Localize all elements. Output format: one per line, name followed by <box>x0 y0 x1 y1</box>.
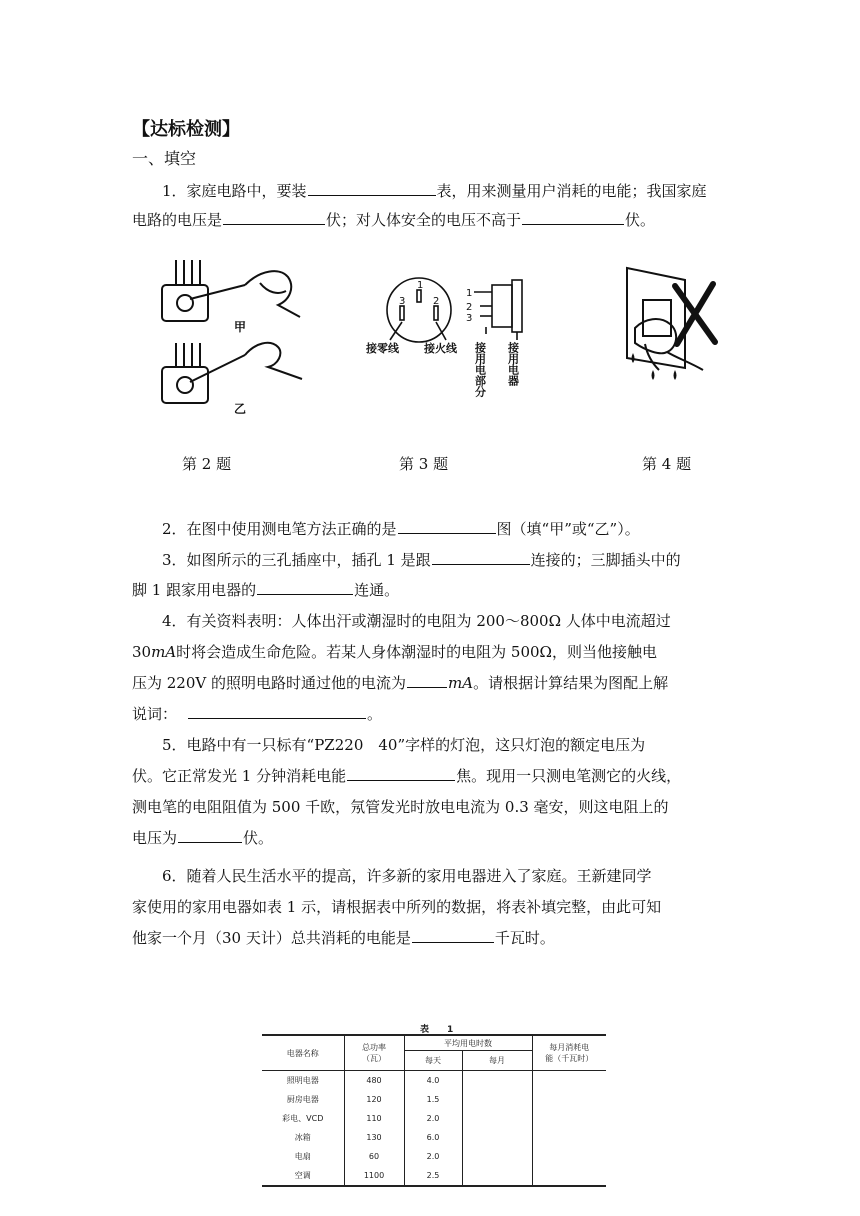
answer-blank[interactable] <box>412 927 494 943</box>
table-row: 厨房电器 120 1.5 <box>262 1090 606 1109</box>
cell-monthly-input[interactable] <box>462 1147 532 1166</box>
answer-blank[interactable] <box>257 579 353 595</box>
question-4-line-2: 30mA时将会造成生命危险。若某人身体潮湿时的电阻为 500Ω，则当他接触电 <box>132 643 657 661</box>
hole-2-number: 2 <box>433 296 440 307</box>
answer-blank[interactable] <box>407 672 447 688</box>
cell-monthly-input[interactable] <box>462 1166 532 1186</box>
answer-blank[interactable] <box>432 549 530 565</box>
table-row: 照明电器 480 4.0 <box>262 1071 606 1091</box>
label-yi: 乙 <box>234 402 247 416</box>
question-1-line-2: 电路的电压是 伏；对人体安全的电压不高于 伏。 <box>132 211 656 229</box>
question-4-line-4: 说词： 。 <box>132 705 383 723</box>
header-avg-hours: 平均用电时数 <box>404 1035 532 1051</box>
figure-3-caption: 第 3 题 <box>399 455 449 473</box>
cell-monthly-input[interactable] <box>462 1071 532 1091</box>
question-6-line-1: 6．随着人民生活水平的提高，许多新的家用电器进入了家庭。王新建同学 <box>162 867 652 885</box>
cell-energy-input[interactable] <box>532 1166 606 1186</box>
table-1 <box>262 1034 606 1187</box>
cell-energy-input[interactable] <box>532 1109 606 1128</box>
table-row: 电扇 60 2.0 <box>262 1147 606 1166</box>
question-4-line-1: 4．有关资料表明：人体出汗或潮湿时的电阻为 200～800Ω 人体中电流超过 <box>162 612 671 630</box>
hole-3-number: 3 <box>399 296 406 307</box>
answer-blank[interactable] <box>178 827 242 843</box>
figure-3-socket-plug <box>362 270 542 400</box>
label-neutral: 接零线 <box>366 342 399 355</box>
cross-mark-icon <box>675 284 715 344</box>
table-row: 彩电、VCD 110 2.0 <box>262 1109 606 1128</box>
answer-blank[interactable] <box>188 703 366 719</box>
cell-monthly-input[interactable] <box>462 1109 532 1128</box>
question-4-line-3: 压为 220V 的照明电路时通过他的电流为 mA。请根据计算结果为图配上解 <box>132 674 669 692</box>
section-title: 【达标检测】 <box>132 119 240 140</box>
table-row: 冰箱 130 6.0 <box>262 1128 606 1147</box>
question-6-line-3: 他家一个月（30 天计）总共消耗的电能是 千瓦时。 <box>132 929 555 947</box>
cell-energy-input[interactable] <box>532 1090 606 1109</box>
header-daily: 每天 <box>404 1051 462 1071</box>
table-title: 表 1 <box>420 1025 454 1035</box>
table-row: 空调 1100 2.5 <box>262 1166 606 1186</box>
answer-blank[interactable] <box>308 180 436 196</box>
pin-2-number: 2 <box>466 302 473 313</box>
question-5-line-3: 测电笔的电阻阻值为 500 千欧，氖管发光时放电电流为 0.3 毫安，则这电阻上的 <box>132 798 669 816</box>
figure-2-test-pen <box>150 255 310 420</box>
question-2: 2．在图中使用测电笔方法正确的是 图（填“甲”或“乙”）。 <box>162 520 640 538</box>
answer-blank[interactable] <box>347 765 455 781</box>
question-6-line-2: 家使用的家用电器如表 1 示，请根据表中所列的数据，将表补填完整，由此可知 <box>132 898 662 916</box>
figure-4-wet-hand <box>605 258 725 388</box>
pin-3-number: 3 <box>466 313 473 324</box>
question-5-line-1: 5．电路中有一只标有“PZ220 40”字样的灯泡，这只灯泡的额定电压为 <box>162 736 646 754</box>
question-3-line-1: 3．如图所示的三孔插座中，插孔 1 是跟 连接的；三脚插头中的 <box>162 551 681 569</box>
question-3-line-2: 脚 1 跟家用电器的 连通。 <box>132 581 400 599</box>
cell-energy-input[interactable] <box>532 1128 606 1147</box>
cell-monthly-input[interactable] <box>462 1090 532 1109</box>
part-title: 一、填空 <box>132 149 197 168</box>
figure-4-caption: 第 4 题 <box>642 455 692 473</box>
question-5-line-4: 电压为 伏。 <box>132 829 274 847</box>
label-live: 接火线 <box>424 342 457 355</box>
answer-blank[interactable] <box>398 518 496 534</box>
header-monthly-energy: 每月消耗电 能（千瓦时） <box>532 1035 606 1071</box>
label-appliance: 接用电器 <box>506 342 520 386</box>
question-5-line-2: 伏。它正常发光 1 分钟消耗电能 焦。现用一只测电笔测它的火线， <box>132 767 682 785</box>
pin-1-number: 1 <box>466 288 473 299</box>
hole-1-number: 1 <box>417 280 424 291</box>
answer-blank[interactable] <box>522 209 624 225</box>
question-1-line-1: 1．家庭电路中，要装 表，用来测量用户消耗的电能；我国家庭 <box>162 182 707 200</box>
header-power: 总功率 （瓦） <box>344 1035 404 1071</box>
answer-blank[interactable] <box>223 209 325 225</box>
cell-energy-input[interactable] <box>532 1147 606 1166</box>
label-jia: 甲 <box>234 320 247 334</box>
header-monthly: 每月 <box>462 1051 532 1071</box>
label-part: 接用电部分 <box>473 342 487 397</box>
header-name: 电器名称 <box>262 1035 344 1071</box>
figure-2-caption: 第 2 题 <box>182 455 232 473</box>
cell-monthly-input[interactable] <box>462 1128 532 1147</box>
cell-energy-input[interactable] <box>532 1071 606 1091</box>
